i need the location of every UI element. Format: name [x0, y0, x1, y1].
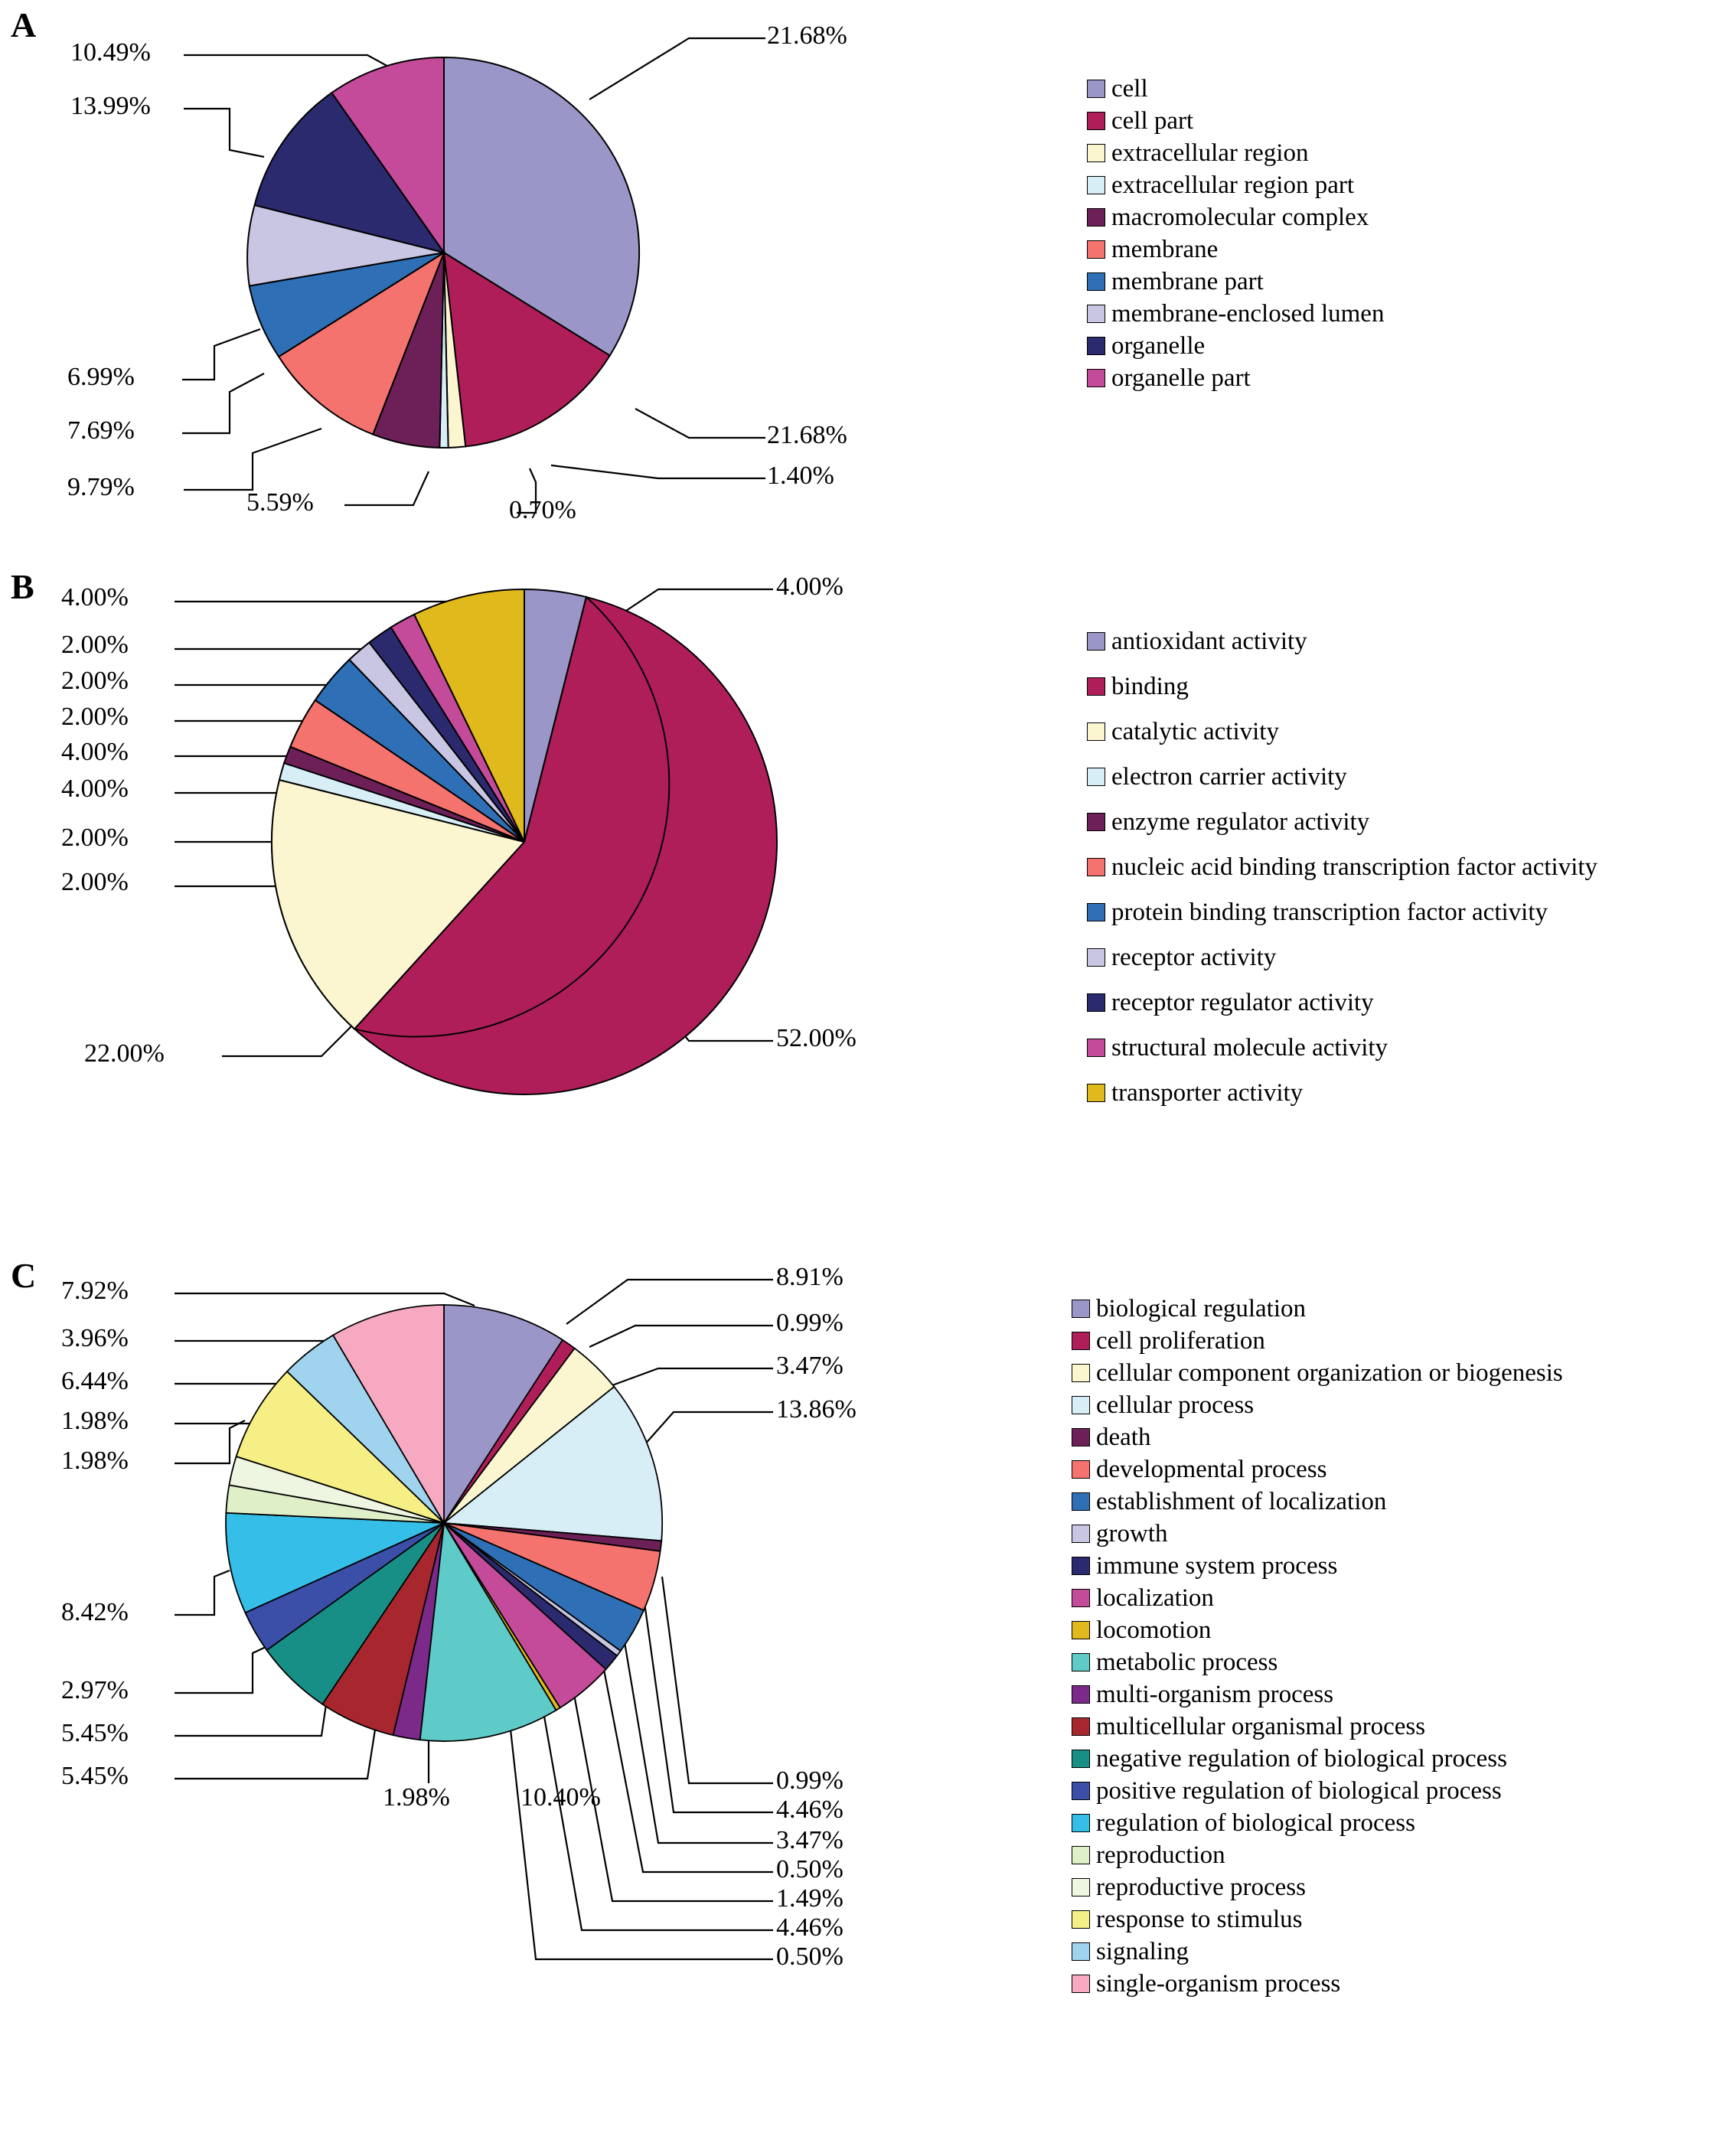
legend-item-label: signaling: [1096, 1938, 1189, 1965]
panel-letter-a: A: [11, 5, 37, 44]
panel-c-callout-growth: 0.50%: [776, 1855, 844, 1883]
panel-c-legend: [1072, 1293, 1563, 2001]
panel-c-callout-multicellular: 5.45%: [61, 1762, 129, 1790]
legend-swatch-icon: [1072, 1589, 1090, 1607]
legend-item-label: binding: [1111, 673, 1189, 700]
legend-item: [1072, 1293, 1563, 1324]
legend-swatch-icon: [1072, 1300, 1090, 1318]
panel-c-callout-reproduction: 1.98%: [61, 1446, 129, 1475]
panel-c-callout-response-stimulus: 6.44%: [61, 1367, 129, 1395]
legend-item-label: multicellular organismal process: [1096, 1713, 1426, 1740]
legend-swatch-icon: [1072, 1750, 1090, 1768]
legend-item-label: protein binding transcription factor activity: [1111, 899, 1548, 926]
panel-c-callout-death: 0.99%: [776, 1766, 844, 1795]
legend-item-label: cellular process: [1096, 1391, 1255, 1419]
panel-c-callout-regulation: 8.42%: [61, 1598, 129, 1626]
legend-item-label: enzyme regulator activity: [1111, 808, 1370, 836]
legend-swatch-icon: [1072, 1782, 1090, 1800]
panel-letter-c: C: [11, 1256, 37, 1295]
legend-swatch-icon: [1087, 240, 1105, 259]
legend-item: [1087, 170, 1384, 201]
legend-item: [1087, 106, 1384, 136]
legend-item-label: regulation of biological process: [1096, 1809, 1415, 1837]
panel-b-pie: [256, 574, 792, 1110]
legend-swatch-icon: [1087, 722, 1105, 741]
panel-a-callout-organelle-part: 10.49%: [70, 38, 151, 67]
legend-item-label: extracellular region: [1111, 139, 1309, 167]
legend-swatch-icon: [1087, 903, 1105, 921]
panel-a-callout-organelle: 13.99%: [70, 92, 151, 120]
legend-item: [1072, 1840, 1563, 1870]
panel-c: [0, 1255, 1072, 2133]
legend-item: [1072, 1711, 1563, 1742]
legend-item: [1087, 626, 1597, 657]
legend-item-label: cellular component organization or biogenesis: [1096, 1359, 1563, 1387]
legend-item-label: locomotion: [1096, 1616, 1212, 1644]
legend-swatch-icon: [1072, 1557, 1090, 1575]
legend-item-label: death: [1096, 1424, 1151, 1451]
panel-c-callout-metabolic: 10.40%: [520, 1783, 601, 1812]
panel-c-callout-developmental: 4.46%: [776, 1795, 844, 1824]
legend-swatch-icon: [1072, 1910, 1090, 1929]
legend-item-label: reproductive process: [1096, 1874, 1306, 1901]
legend-item-label: immune system process: [1096, 1552, 1338, 1580]
legend-item: [1072, 1872, 1563, 1903]
panel-c-callout-establishment: 3.47%: [776, 1826, 844, 1854]
legend-swatch-icon: [1087, 305, 1105, 323]
legend-item: [1072, 1904, 1563, 1935]
legend-swatch-icon: [1072, 1492, 1090, 1511]
legend-item-label: organelle part: [1111, 364, 1251, 392]
legend-swatch-icon: [1087, 1039, 1105, 1057]
legend-item-label: structural molecule activity: [1111, 1034, 1388, 1062]
panel-a-callout-lumen: 6.99%: [67, 363, 135, 391]
legend-swatch-icon: [1072, 1975, 1090, 1993]
legend-swatch-icon: [1087, 858, 1105, 876]
legend-swatch-icon: [1072, 1685, 1090, 1704]
legend-item: [1072, 1486, 1563, 1517]
panel-a-legend: [1087, 73, 1384, 395]
legend-swatch-icon: [1072, 1332, 1090, 1350]
legend-item: [1087, 942, 1597, 973]
legend-swatch-icon: [1087, 993, 1105, 1012]
legend-item: [1087, 852, 1597, 882]
legend-item-label: reproduction: [1096, 1841, 1225, 1869]
panel-c-callout-cell-proliferation: 0.99%: [776, 1309, 844, 1337]
legend-item: [1072, 1518, 1563, 1549]
legend-item: [1087, 671, 1597, 702]
panel-b-callout-6: 4.00%: [61, 775, 129, 803]
legend-item: [1087, 73, 1384, 104]
panel-a-callout-macromolecular: 5.59%: [246, 488, 314, 517]
legend-item-label: organelle: [1111, 332, 1206, 360]
legend-swatch-icon: [1087, 208, 1105, 227]
legend-item-label: establishment of localization: [1096, 1488, 1387, 1515]
legend-swatch-icon: [1072, 1814, 1090, 1832]
legend-swatch-icon: [1072, 1525, 1090, 1543]
panel-c-callout-localization: 4.46%: [776, 1913, 844, 1942]
legend-item: [1072, 1422, 1563, 1453]
panel-c-callout-multi-organism: 1.98%: [383, 1783, 450, 1812]
legend-item: [1072, 1808, 1563, 1838]
panel-a-callout-membrane: 9.79%: [67, 473, 135, 501]
legend-item: [1087, 234, 1384, 265]
legend-swatch-icon: [1072, 1621, 1090, 1639]
panel-c-callout-biological-regulation: 8.91%: [776, 1263, 844, 1291]
legend-item-label: transporter activity: [1111, 1079, 1304, 1107]
legend-item: [1072, 1647, 1563, 1678]
panel-a-callout-membrane-part: 7.69%: [67, 416, 135, 445]
panel-c-callout-positive-regulation: 2.97%: [61, 1676, 129, 1704]
legend-swatch-icon: [1087, 80, 1105, 98]
legend-item-label: negative regulation of biological process: [1096, 1745, 1507, 1773]
legend-item-label: multi-organism process: [1096, 1681, 1334, 1708]
legend-item-label: electron carrier activity: [1111, 763, 1347, 791]
legend-item: [1087, 807, 1597, 837]
legend-item-label: localization: [1096, 1584, 1214, 1612]
legend-item-label: antioxidant activity: [1111, 628, 1307, 655]
legend-swatch-icon: [1072, 1653, 1090, 1672]
legend-item: [1072, 1583, 1563, 1613]
legend-item-label: growth: [1096, 1520, 1168, 1548]
legend-item: [1072, 1776, 1563, 1806]
legend-swatch-icon: [1087, 1084, 1105, 1102]
legend-swatch-icon: [1087, 768, 1105, 786]
legend-swatch-icon: [1072, 1878, 1090, 1897]
legend-item-label: nucleic acid binding transcription factor activity: [1111, 853, 1598, 881]
legend-item-label: cell: [1111, 75, 1148, 103]
panel-c-callout-cellular-component: 3.47%: [776, 1352, 844, 1380]
legend-item: [1087, 298, 1384, 329]
legend-item-label: membrane part: [1111, 268, 1264, 295]
legend-swatch-icon: [1087, 632, 1105, 651]
panel-b-callout-antioxidant: 4.00%: [776, 572, 844, 601]
legend-item: [1087, 266, 1384, 297]
panel-a-pie: [230, 38, 658, 467]
legend-item-label: cell part: [1111, 107, 1194, 135]
panel-a-callout-extracellular-region-part: 0.70%: [509, 496, 576, 524]
panel-c-callout-single-organism: 7.92%: [61, 1277, 129, 1305]
panel-c-pie: [214, 1293, 674, 1753]
panel-b-callout-7: 2.00%: [61, 824, 129, 852]
panel-a: [0, 0, 1072, 543]
legend-item-label: biological regulation: [1096, 1295, 1307, 1323]
legend-item: [1072, 1968, 1563, 1999]
legend-swatch-icon: [1072, 1460, 1090, 1479]
legend-item: [1087, 138, 1384, 168]
legend-item-label: receptor regulator activity: [1111, 989, 1374, 1016]
legend-swatch-icon: [1087, 272, 1105, 291]
legend-item-label: catalytic activity: [1111, 718, 1279, 745]
panel-c-callout-cellular-process: 13.86%: [776, 1395, 857, 1424]
panel-b-callout-4: 2.00%: [61, 703, 129, 731]
panel-b-callout-8: 2.00%: [61, 868, 129, 896]
panel-c-callout-reproductive-process: 1.98%: [61, 1407, 129, 1435]
legend-swatch-icon: [1087, 948, 1105, 967]
panel-c-callout-immune: 1.49%: [776, 1884, 844, 1913]
legend-swatch-icon: [1087, 813, 1105, 831]
legend-item: [1072, 1679, 1563, 1710]
panel-a-callout-cell: 21.68%: [767, 21, 847, 50]
legend-item: [1072, 1454, 1563, 1485]
legend-swatch-icon: [1087, 677, 1105, 696]
panel-c-callout-locomotion: 0.50%: [776, 1942, 844, 1971]
legend-item-label: metabolic process: [1096, 1649, 1278, 1676]
panel-b: [0, 566, 1072, 1248]
legend-swatch-icon: [1072, 1717, 1090, 1736]
legend-swatch-icon: [1087, 176, 1105, 194]
panel-b-callout-binding: 52.00%: [776, 1024, 857, 1052]
legend-item: [1072, 1390, 1563, 1420]
legend-item: [1072, 1358, 1563, 1388]
legend-swatch-icon: [1087, 112, 1105, 130]
legend-item: [1087, 716, 1597, 747]
panel-c-callout-negative-regulation: 5.45%: [61, 1719, 129, 1747]
legend-item: [1072, 1743, 1563, 1774]
legend-swatch-icon: [1072, 1428, 1090, 1446]
panel-c-callout-signaling: 3.96%: [61, 1324, 129, 1352]
legend-item: [1087, 762, 1597, 792]
legend-item-label: macromolecular complex: [1111, 204, 1369, 231]
legend-item-label: cell proliferation: [1096, 1327, 1265, 1355]
legend-item-label: response to stimulus: [1096, 1906, 1303, 1933]
legend-item-label: single-organism process: [1096, 1970, 1341, 1998]
legend-swatch-icon: [1072, 1364, 1090, 1382]
legend-item: [1072, 1326, 1563, 1356]
legend-item-label: membrane: [1111, 236, 1219, 263]
legend-item-label: membrane-enclosed lumen: [1111, 300, 1385, 328]
legend-item: [1087, 897, 1597, 928]
legend-item: [1087, 1032, 1597, 1063]
legend-item-label: developmental process: [1096, 1456, 1327, 1483]
legend-swatch-icon: [1087, 369, 1105, 387]
legend-item: [1087, 331, 1384, 361]
legend-swatch-icon: [1072, 1396, 1090, 1414]
legend-item: [1087, 363, 1384, 393]
panel-b-callout-2: 2.00%: [61, 631, 129, 659]
legend-item: [1072, 1615, 1563, 1645]
legend-item-label: positive regulation of biological process: [1096, 1777, 1502, 1805]
legend-item: [1072, 1551, 1563, 1581]
legend-item: [1072, 1936, 1563, 1967]
panel-b-callout-1: 4.00%: [61, 583, 129, 612]
panel-b-callout-catalytic: 22.00%: [84, 1039, 165, 1068]
legend-swatch-icon: [1072, 1846, 1090, 1864]
panel-b-callout-3: 2.00%: [61, 667, 129, 695]
panel-b-legend: [1087, 626, 1597, 1123]
panel-a-callout-extracellular-region: 1.40%: [767, 461, 834, 490]
legend-item-label: receptor activity: [1111, 944, 1277, 971]
legend-swatch-icon: [1072, 1942, 1090, 1961]
legend-item: [1087, 987, 1597, 1018]
panel-letter-b: B: [11, 567, 34, 606]
legend-item-label: extracellular region part: [1111, 171, 1354, 199]
legend-swatch-icon: [1087, 144, 1105, 162]
panel-b-callout-5: 4.00%: [61, 738, 129, 766]
panel-a-callout-cell-part: 21.68%: [767, 421, 847, 449]
legend-swatch-icon: [1087, 337, 1105, 355]
legend-item: [1087, 202, 1384, 233]
legend-item: [1087, 1078, 1597, 1108]
